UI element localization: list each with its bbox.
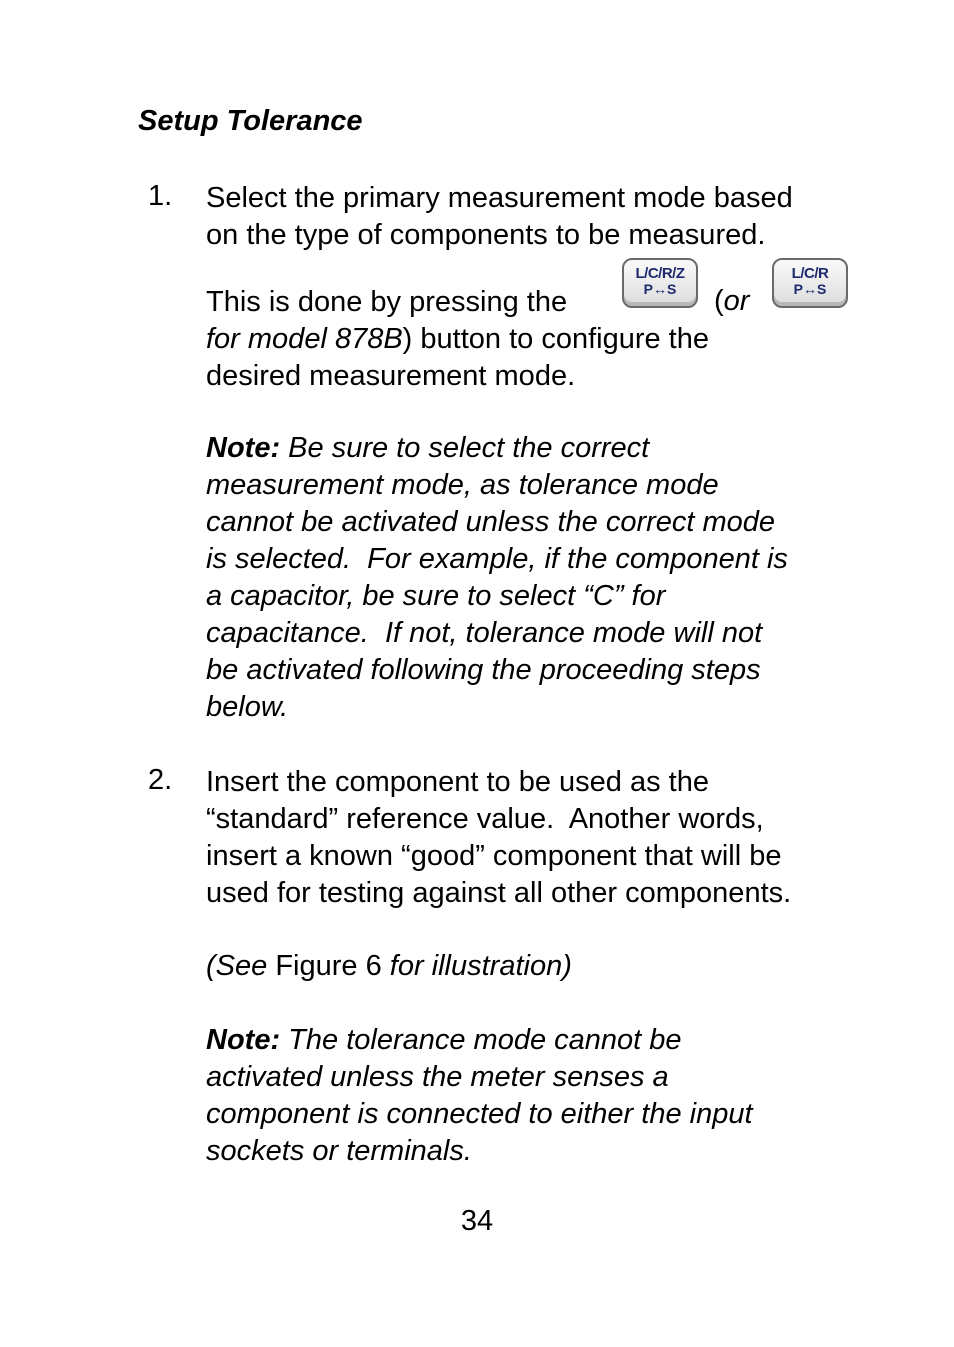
step-2-line-4: used for testing against all other components. bbox=[206, 877, 792, 909]
model-line bbox=[206, 321, 866, 358]
model-italic: for model 878B bbox=[206, 323, 403, 355]
note-2-line-1 bbox=[206, 1022, 866, 1059]
note-1-line-1 bbox=[206, 430, 866, 467]
step-2-note bbox=[206, 1022, 866, 1170]
step-2-line-1: Insert the component to be used as the bbox=[206, 766, 709, 798]
note-2-line-2: activated unless the meter senses a bbox=[206, 1061, 669, 1093]
key-1-top-label: L/C/R/Z bbox=[635, 265, 685, 282]
see-figure: Figure 6 bbox=[267, 950, 390, 982]
note-2-line-3: component is connected to either the input bbox=[206, 1098, 753, 1130]
model-rest: ) button to configure the bbox=[402, 323, 709, 355]
step-1-note bbox=[206, 430, 866, 726]
step-2-line-3: insert a known “good” component that will be bbox=[206, 840, 782, 872]
see-close: for illustration) bbox=[389, 950, 572, 982]
note-2-text-1: The tolerance mode cannot be bbox=[280, 1024, 682, 1056]
step-1-instruction bbox=[206, 258, 866, 318]
mode-line: desired measurement mode. bbox=[206, 360, 576, 392]
note-1-line-2: measurement mode, as tolerance mode bbox=[206, 469, 719, 501]
note-1-line-5: a capacitor, be sure to select “C” for bbox=[206, 580, 666, 612]
key-2-top-label: L/C/R bbox=[791, 265, 829, 282]
section-heading: Setup Tolerance bbox=[138, 105, 363, 137]
step-1-line-2: on the type of components to be measured. bbox=[206, 219, 766, 251]
note-1-line-4: is selected. For example, if the component is bbox=[206, 543, 788, 575]
step-2-text bbox=[206, 764, 866, 912]
step-2-number: 2. bbox=[148, 764, 173, 796]
note-2-label: Note: bbox=[206, 1024, 281, 1056]
page-number: 34 bbox=[460, 1205, 494, 1237]
note-2-line-4: sockets or terminals. bbox=[206, 1135, 472, 1167]
lcr-ps-key-icon bbox=[772, 258, 848, 308]
note-1-line-7: be activated following the proceeding steps bbox=[206, 654, 761, 686]
note-1-text-1: Be sure to select the correct bbox=[280, 432, 650, 464]
note-1-line-6: capacitance. If not, tolerance mode will not bbox=[206, 617, 763, 649]
press-line bbox=[206, 258, 866, 318]
key-2-bottom-label: P↔S bbox=[793, 281, 827, 297]
figure-reference bbox=[206, 948, 866, 985]
note-1-label: Note: bbox=[206, 432, 281, 464]
step-1-line-1: Select the primary measurement mode based bbox=[206, 182, 793, 214]
step-2-line-2: “standard” reference value. Another words, bbox=[206, 803, 764, 835]
lcrz-ps-key-icon bbox=[622, 258, 698, 308]
or-word: or bbox=[723, 285, 750, 317]
press-prefix: This is done by pressing the bbox=[206, 286, 568, 318]
key-1-bottom-label: P↔S bbox=[643, 281, 677, 297]
step-1-number: 1. bbox=[148, 180, 173, 212]
step-1-text bbox=[206, 180, 866, 254]
note-1-line-8: below. bbox=[206, 691, 289, 723]
or-open-paren: ( bbox=[714, 285, 724, 317]
see-figure-line bbox=[206, 948, 866, 985]
or-text bbox=[714, 283, 749, 320]
see-open: (See bbox=[206, 950, 268, 982]
step-1-continued bbox=[206, 321, 866, 395]
note-1-line-3: cannot be activated unless the correct mode bbox=[206, 506, 776, 538]
